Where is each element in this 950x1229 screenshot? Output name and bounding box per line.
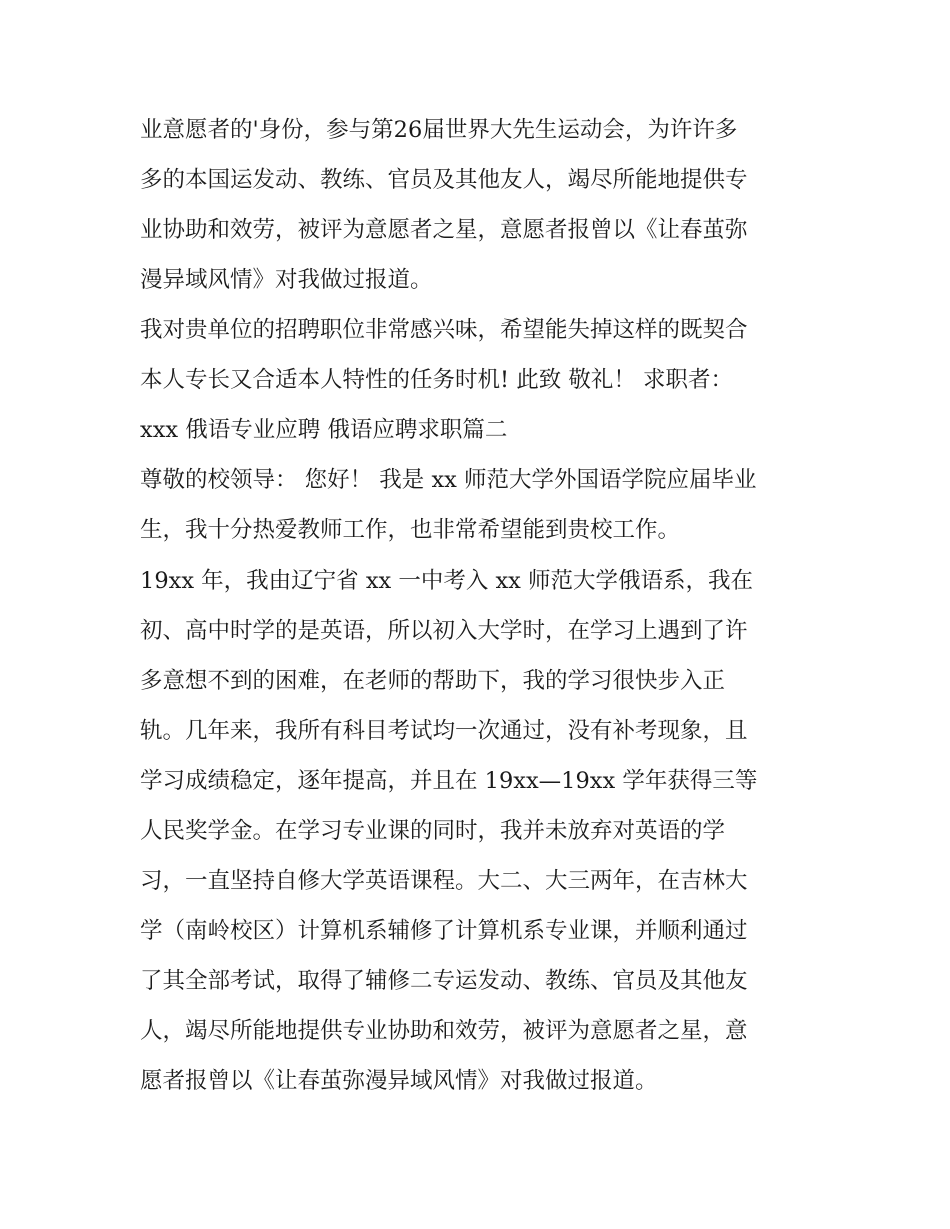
text-line: 人民奖学金。在学习专业课的同时，我并未放弃对英语的学 [140,818,726,844]
text-line: 我对贵单位的招聘职位非常感兴味，希望能失掉这样的既契合 [140,317,748,343]
text-line: 习，一直坚持自修大学英语课程。大二、大三两年，在吉林大 [140,868,748,894]
text-line: 轨。几年来，我所有科目考试均一次通过，没有补考现象，且 [140,718,748,744]
text-line: 愿者报曾以《让春茧弥漫异域风情》对我做过报道。 [140,1068,658,1094]
text-line: 生，我十分热爱教师工作，也非常希望能到贵校工作。 [140,517,681,543]
text-line: 漫异域风情》对我做过报道。 [140,267,433,293]
text-line: 尊敬的校领导： 您好！ 我是 xx 师范大学外国语学院应届毕业 [140,467,757,493]
text-line: 学（南岭校区）计算机系辅修了计算机系专业课，并顺利通过 [140,918,748,944]
text-line: 多的本国运发动、教练、官员及其他友人，竭尽所能地提供专 [140,167,748,193]
text-line: 19xx 年，我由辽宁省 xx 一中考入 xx 师范大学俄语系，我在 [140,568,754,594]
text-line: 学习成绩稳定，逐年提高，并且在 19xx—19xx 学年获得三等 [140,768,758,794]
text-line: 了其全部考试，取得了辅修二专运发动、教练、官员及其他友 [140,968,748,994]
text-line: 人，竭尽所能地提供专业协助和效劳，被评为意愿者之星，意 [140,1018,748,1044]
section-heading: xxx 俄语专业应聘 俄语应聘求职篇二 [140,417,508,443]
text-line: 业协助和效劳，被评为意愿者之星，意愿者报曾以《让春茧弥 [140,217,748,243]
text-line: 业意愿者的'身份，参与第26届世界大先生运动会，为许许多 [140,117,738,143]
text-line: 本人专长又合适本人特性的任务时机! 此致 敬礼！ 求职者： [140,367,733,393]
text-line: 多意想不到的困难，在老师的帮助下，我的学习很快步入正 [140,668,726,694]
text-line: 初、高中时学的是英语，所以初入大学时，在学习上遇到了许 [140,618,748,644]
